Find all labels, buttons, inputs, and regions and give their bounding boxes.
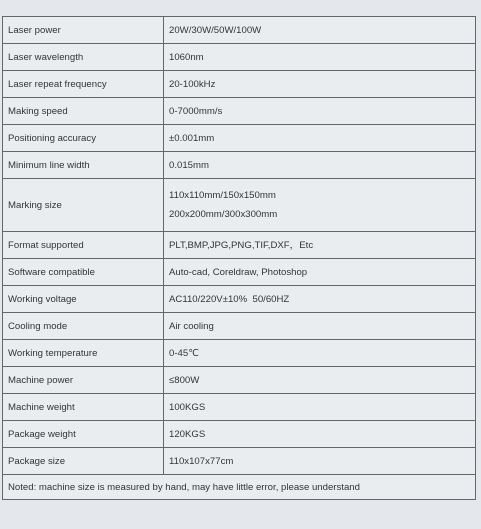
table-row: [3, 421, 476, 448]
table-row: [3, 71, 476, 98]
table-row: [3, 340, 476, 367]
spec-label: Positioning accuracy: [3, 125, 164, 152]
table-row: [3, 125, 476, 152]
spec-label: Minimum line width: [3, 152, 164, 179]
spec-label: Package size: [3, 448, 164, 475]
spec-label: Machine weight: [3, 394, 164, 421]
spec-value: 120KGS: [164, 421, 476, 448]
spec-label: Marking size: [3, 179, 164, 232]
spec-value: Auto-cad, Coreldraw, Photoshop: [164, 259, 476, 286]
table-row: [3, 17, 476, 44]
table-row: [3, 259, 476, 286]
spec-value: 110x107x77cm: [164, 448, 476, 475]
table-row: [3, 367, 476, 394]
footnote: Noted: machine size is measured by hand, may have little error, please understand: [3, 475, 476, 500]
spec-value: AC110/220V±10% 50/60HZ: [164, 286, 476, 313]
spec-table: [2, 16, 476, 500]
spec-value: [164, 179, 476, 232]
spec-value: PLT,BMP,JPG,PNG,TIF,DXF，Etc: [164, 232, 476, 259]
spec-label: Laser power: [3, 17, 164, 44]
table-row: [3, 448, 476, 475]
spec-label: Laser wavelength: [3, 44, 164, 71]
table-row: [3, 232, 476, 259]
spec-label: Laser repeat frequency: [3, 71, 164, 98]
spec-value: 20W/30W/50W/100W: [164, 17, 476, 44]
spec-label: Making speed: [3, 98, 164, 125]
spec-value-line: 110x110mm/150x150mm: [169, 190, 276, 201]
table-row: [3, 152, 476, 179]
spec-value: 0-45℃: [164, 340, 476, 367]
spec-label: Working temperature: [3, 340, 164, 367]
table-row: [3, 98, 476, 125]
spec-value-line: 200x200mm/300x300mm: [169, 209, 278, 220]
spec-value: ≤800W: [164, 367, 476, 394]
table-row: [3, 313, 476, 340]
table-row: [3, 394, 476, 421]
spec-value: ±0.001mm: [164, 125, 476, 152]
spec-value: 100KGS: [164, 394, 476, 421]
spec-value: 20-100kHz: [164, 71, 476, 98]
spec-label: Cooling mode: [3, 313, 164, 340]
table-row: [3, 286, 476, 313]
spec-label: Package weight: [3, 421, 164, 448]
spec-label: Software compatible: [3, 259, 164, 286]
spec-value: Air cooling: [164, 313, 476, 340]
spec-value: 1060nm: [164, 44, 476, 71]
spec-label: Working voltage: [3, 286, 164, 313]
table-row: [3, 179, 476, 232]
spec-label: Format supported: [3, 232, 164, 259]
spec-value: 0-7000mm/s: [164, 98, 476, 125]
spec-label: Machine power: [3, 367, 164, 394]
spec-value: 0.015mm: [164, 152, 476, 179]
table-note-row: [3, 475, 476, 500]
table-row: [3, 44, 476, 71]
